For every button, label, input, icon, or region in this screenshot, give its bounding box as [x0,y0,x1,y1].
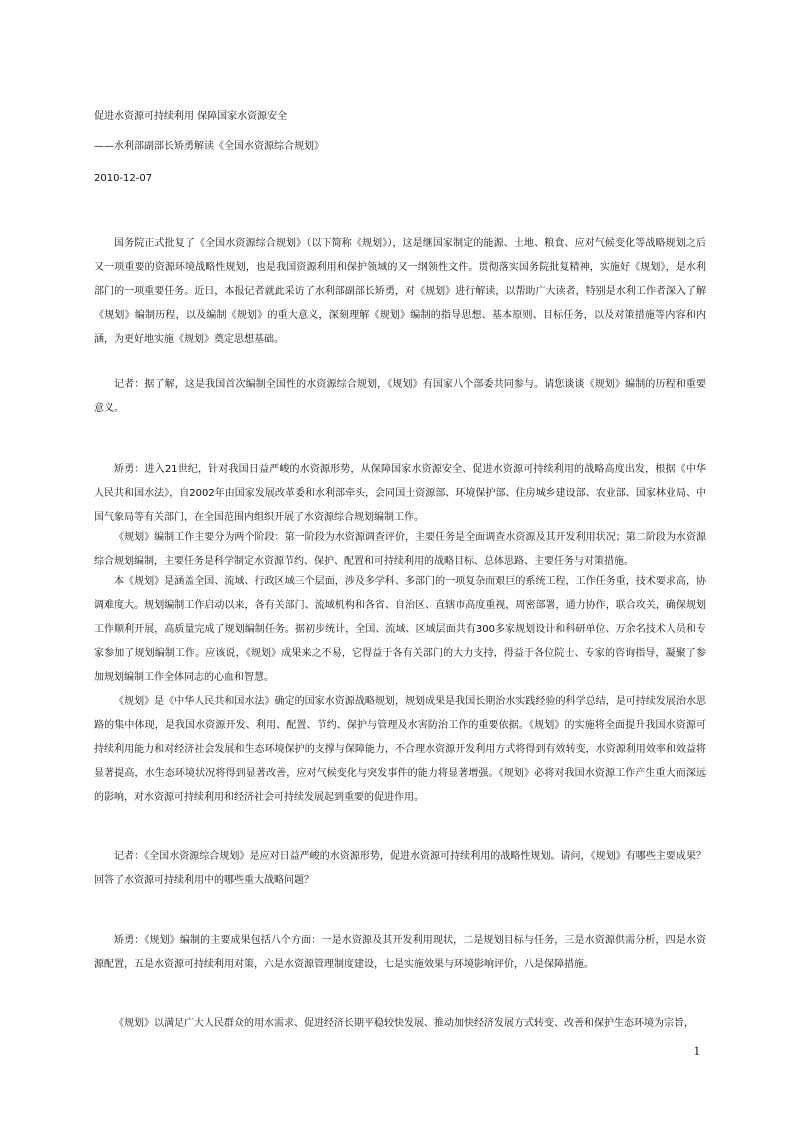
document-date: 2010-12-07 [94,173,153,184]
paragraph: 记者：《全国水资源综合规划》是应对日益严峻的水资源形势，促进水资源可持续利用的战略性规划。请问，《规划》有哪些主要成果？回答了水资源可持续利用中的哪些重大战略问题？ [94,851,706,886]
paragraph: 《规划》以满足广大人民群众的用水需求、促进经济长期平稳较快发展、推动加快经济发展方式转变、改善和保护生态环境为宗旨， [114,1018,694,1029]
paragraph: 矫勇：进入21世纪，针对我国日益严峻的水资源形势，从保障国家水资源安全、促进水资源可持续利用的战略高度出发，根据《中华人民共和国水法》，自2002年由国家发展改革委和水利部牵头，会同国土资源部、环境保护部、住房城乡建设部、农业部、国家林业局、中国气象局等有关部门，在全国范围内组织开展了水资源综合规划编制工作。 [94,464,706,523]
paragraph: 《规划》编制工作主要分为两个阶段：第一阶段为水资源调查评价，主要任务是全面调查水资源及其开发利用状况；第二阶段为水资源综合规划编制，主要任务是科学制定水资源节约、保护、配置和可持续利用的战略目标、总体思路、主要任务与对策措施。 [94,532,706,567]
paragraph: 记者：据了解，这是我国首次编制全国性的水资源综合规划，《规划》有国家八个部委共同参与。请您谈谈《规划》编制的历程和重要意义。 [94,379,706,414]
document-title: 促进水资源可持续利用 保障国家水资源安全 [94,111,288,122]
page-number: 1 [693,1043,700,1058]
paragraph: 国务院正式批复了《全国水资源综合规划》（以下简称《规划》），这是继国家制定的能源、土地、粮食、应对气候变化等战略规划之后又一项重要的资源环境战略性规划，也是我国资源利用和保护领域的又一纲领性文件。贯彻落实国务院批复精神，实施好《规划》，是水利部门的一项重要任务。近日，本报记者就此采访了水利部副部长矫勇，对《规划》进行解读，以帮助广大读者，特别是水利工作者深入了解《规划》编制历程，以及编制《规划》的重大意义，深刻理解《规划》编制的指导思想、基本原则、目标任务，以及对策措施等内容和内涵，为更好地实施《规划》奠定思想基础。 [94,238,706,345]
paragraph: 本《规划》是涵盖全国、流域、行政区域三个层面，涉及多学科、多部门的一项复杂而艰巨的系统工程，工作任务重，技术要求高，协调难度大。规划编制工作启动以来，各有关部门、流域机构和各省、自治区、直辖市高度重视，周密部署，通力协作，联合攻关，确保规划工作顺利开展，高质量完成了规划编制任务。据初步统计，全国、流域、区域层面共有300多家规划设计和科研单位、万余名技术人员和专家参加了规划编制工作。应该说，《规划》成果来之不易，它得益于各有关部门的大力支持，得益于各位院士、专家的咨询指导，凝聚了参加规划编制工作全体同志的心血和智慧。 [94,576,706,683]
paragraph: 《规划》是《中华人民共和国水法》确定的国家水资源战略规划，规划成果是我国长期治水实践经验的科学总结，是可持续发展治水思路的集中体现，是我国水资源开发、利用、配置、节约、保护与管理及水害防治工作的重要依据。《规划》的实施将全面提升我国水资源可持续利用能力和对经济社会发展和生态环境保护的支撑与保障能力，不合理水资源开发利用方式将得到有效转变，水资源利用效率和效益将显著提高，水生态环境状况将得到显著改善，应对气候变化与突发事件的能力将显著增强。《规划》必将对我国水资源工作产生重大而深远的影响，对水资源可持续利用和经济社会可持续发展起到重要的促进作用。 [94,696,706,803]
document-subtitle: ——水利部副部长矫勇解读《全国水资源综合规划》 [94,141,324,152]
paragraph: 矫勇：《规划》编制的主要成果包括八个方面：一是水资源及其开发利用现状，二是规划目标与任务，三是水资源供需分析，四是水资源配置，五是水资源可持续利用对策，六是水资源管理制度建设，七是实施效果与环境影响评价，八是保障措施。 [94,935,706,970]
